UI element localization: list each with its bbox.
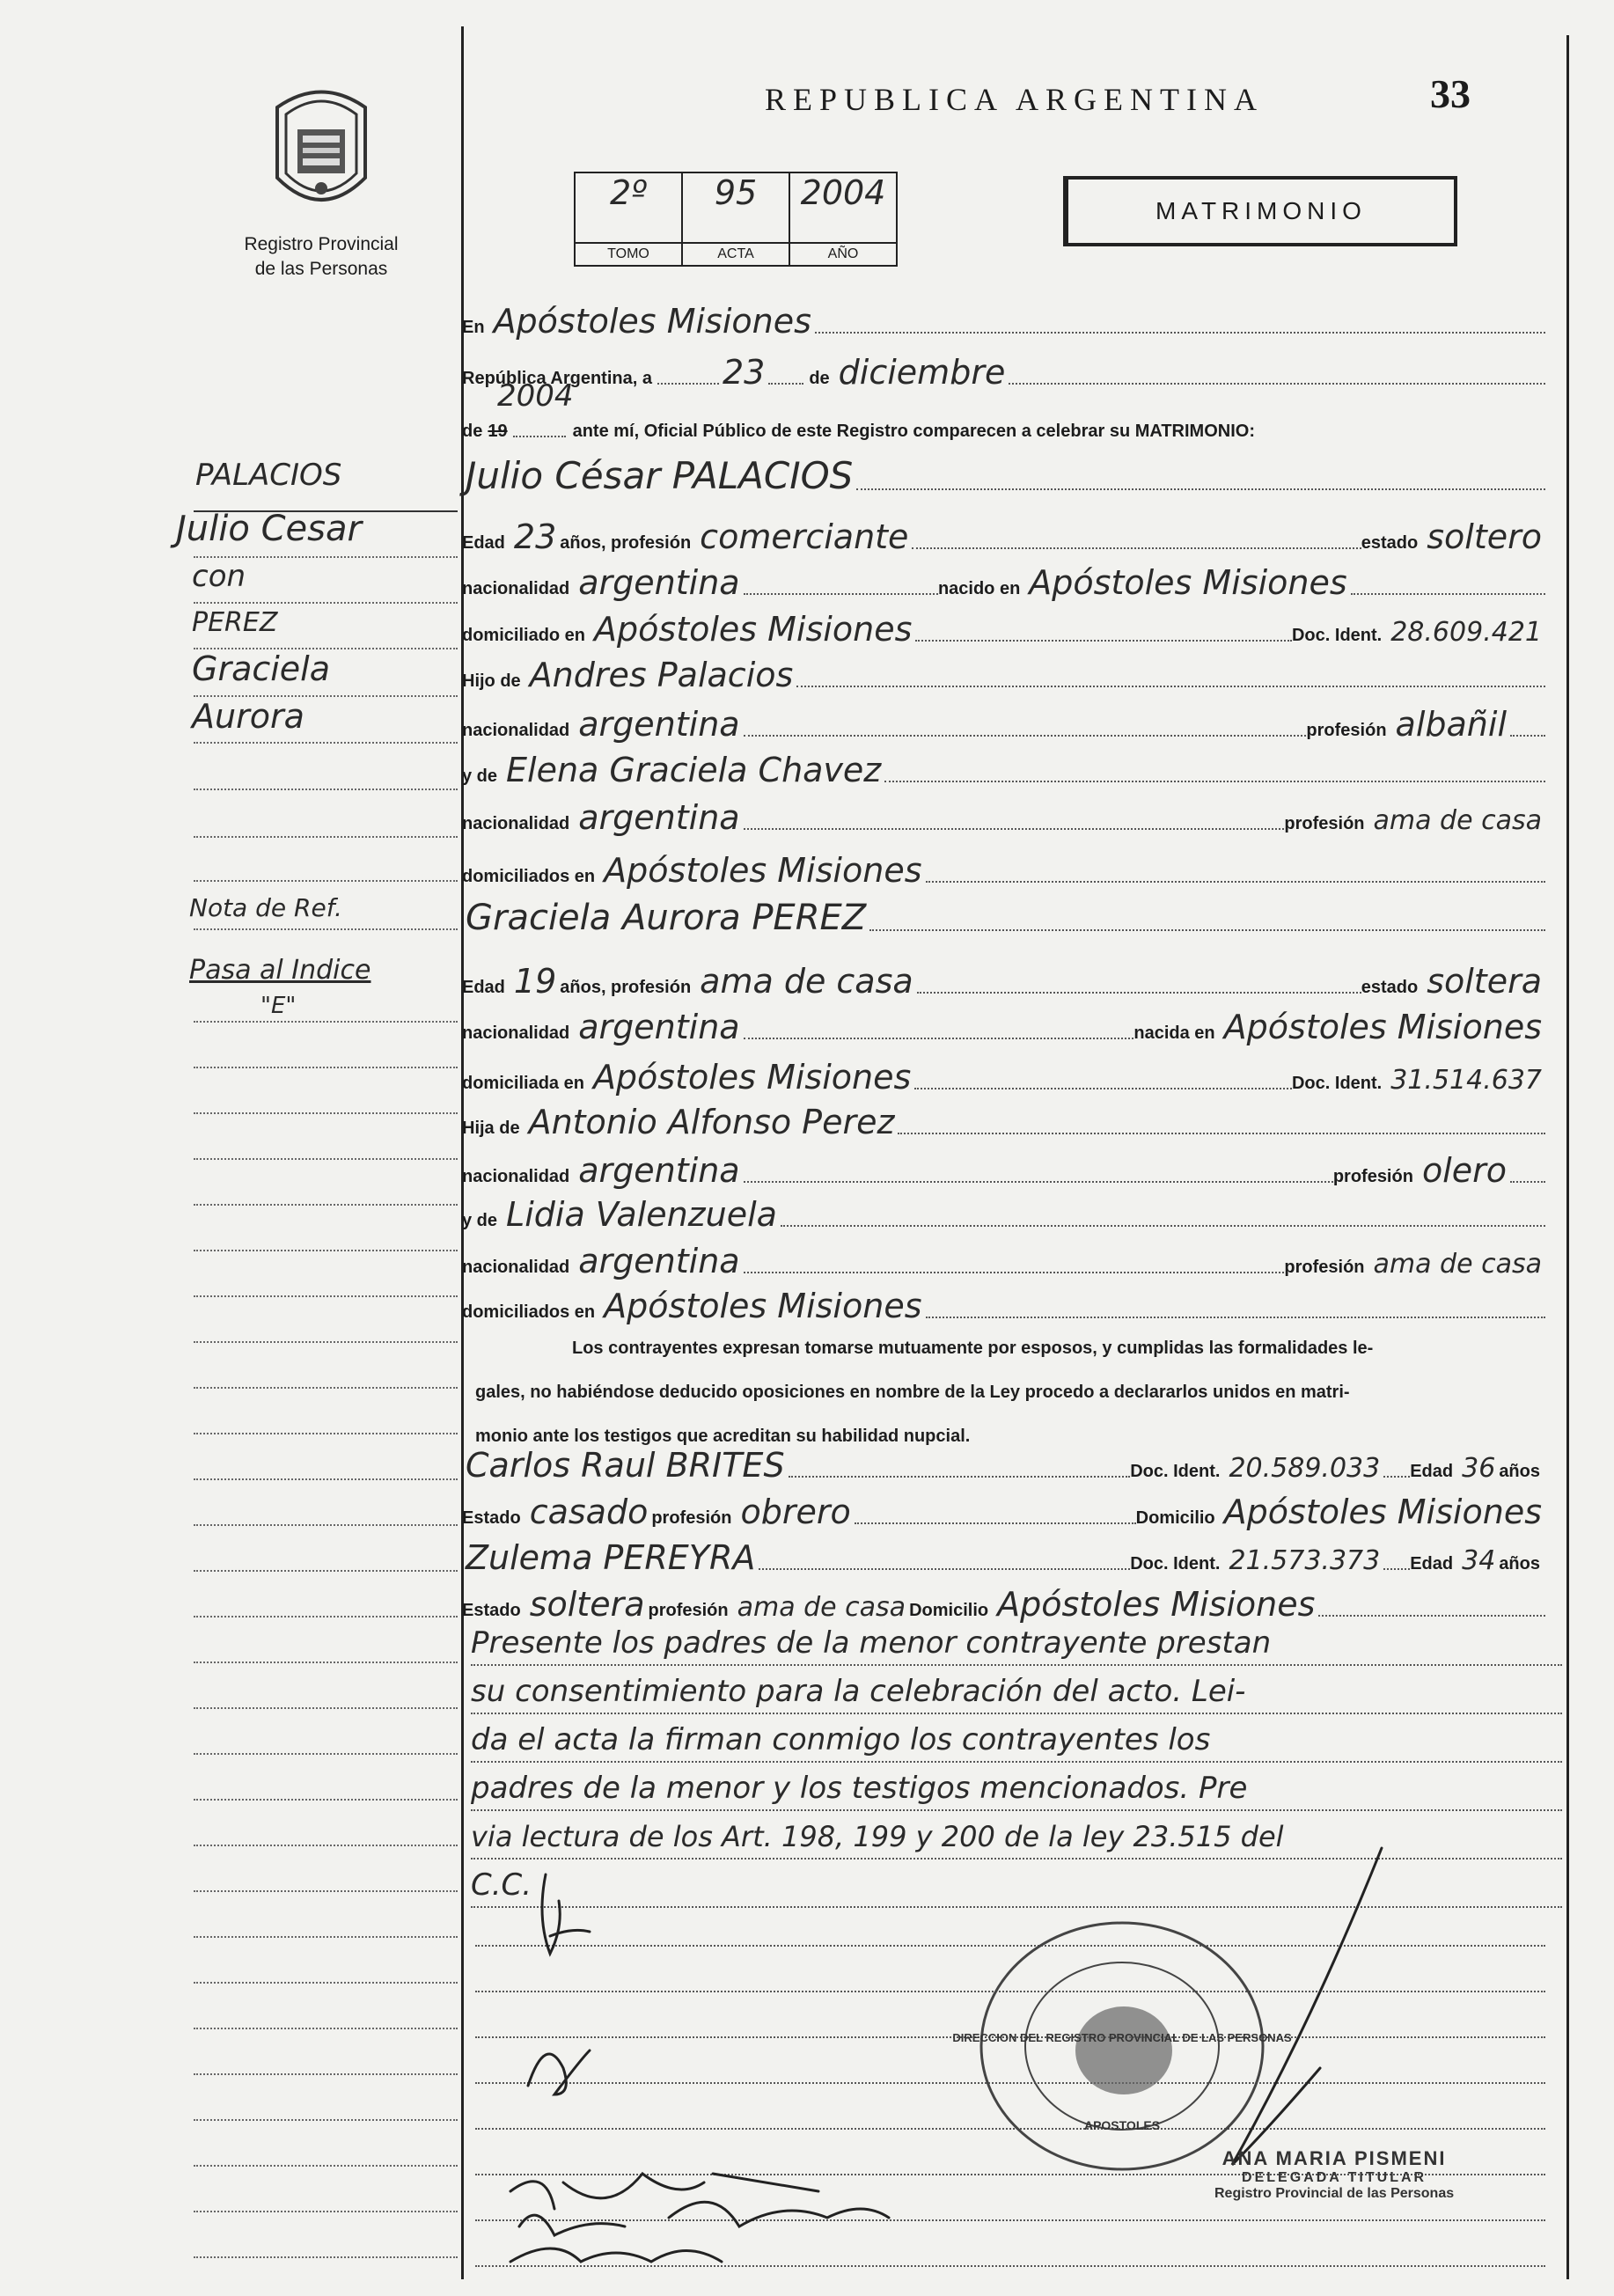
witness1-profession: obrero (740, 1493, 851, 1531)
bride-mother-profession: ama de casa (1373, 1249, 1542, 1280)
acta-value: 95 (714, 173, 758, 212)
bride-mother: Lidia Valenzuela (506, 1195, 777, 1234)
note-line: da el acta la firman conmigo los contrayentes los (471, 1714, 1562, 1763)
witness2-doc: 21.573.373 (1229, 1545, 1381, 1576)
stamp-text: DIRECCION DEL REGISTRO PROVINCIAL DE LAS PERSONAS (952, 2031, 1292, 2044)
signature-bride-mother (519, 2202, 889, 2235)
groom-mother-nationality: argentina (578, 798, 740, 837)
month-value: diciembre (838, 353, 1006, 392)
margin-surname-bride: PEREZ (192, 607, 278, 638)
place-value: Apóstoles Misiones (493, 302, 811, 341)
groom-address: Apóstoles Misiones (594, 610, 913, 649)
declaration-text: Los contrayentes expresan tomarse mutuamente por esposos, y cumplidas las formalidades le- gales, no habiéndose deducido oposiciones en nombre de la Ley procedo a declararlos unidos en matri- monio ante los testigos que acreditan su habilidad nupcial. (475, 1339, 1374, 1446)
line-place: En Apóstoles Misiones (462, 301, 1545, 338)
bride-name: Graciela Aurora PEREZ (466, 898, 867, 938)
tomo-value: 2º (609, 173, 648, 212)
signature-bride-father (510, 2174, 818, 2209)
document-type-box: MATRIMONIO (1063, 176, 1457, 246)
registry-stamp (952, 1914, 1292, 2178)
groom-doc: 28.609.421 (1390, 617, 1542, 648)
tomo-label: TOMO (576, 242, 681, 265)
witness2-name: Zulema PEREYRA (466, 1538, 756, 1577)
margin-note-ref: Nota de Ref. (189, 893, 342, 922)
note-line: su consentimiento para la celebración del acto. Lei- (471, 1666, 1562, 1714)
ante-text: ante mí, Oficial Público de este Registro comparecen a celebrar su MATRIMONIO: (572, 422, 1255, 441)
note-line: padres de la menor y los testigos mencionados. Pre (471, 1763, 1562, 1811)
groom-nationality: argentina (578, 563, 740, 602)
bride-father-profession: olero (1421, 1151, 1507, 1190)
note-line: C.C. (471, 1860, 1562, 1908)
margin-con: con (192, 559, 246, 594)
groom-mother-profession: ama de casa (1373, 805, 1542, 836)
page-number: 33 (1430, 71, 1471, 116)
signature-groom (542, 1874, 590, 1954)
registry-name-line1: Registro Provincial (244, 234, 399, 254)
right-border (1566, 35, 1569, 2279)
province-seal-emblem (264, 81, 378, 222)
signature-bride (528, 2050, 590, 2094)
margin-name-bride-2: Aurora (192, 697, 304, 736)
groom-name: Julio César PALACIOS (466, 454, 854, 497)
stamp-city: APOSTOLES (1083, 2118, 1161, 2132)
certificate-page: Registro Provincial de las Personas REPUBLICA ARGENTINA 33 2º TOMO 95 ACTA 2004 AÑO MATRIMONIO En Apóstoles Misiones República Argentina, a 23 de diciembre 2004 de 19 ante mí, Oficial Público de este Registro comparecen a celebrar su MATRIMONIO: Julio César PALACIOS Edad 23 años, profesión comerciante estado soltero nacionalidad argentina nacido en Apóstoles Misiones domiciliado en Apóstoles Misiones Doc. Ident. 28.609.421 Hijo de Andres Palacios nacionalidad argentina profesión albañil y de Elena Graciela Chavez nacionalidad argentina profesión ama de casa domiciliados en Apóstoles Misiones Graciela Aurora PEREZ Edad 19 años, profesión ama de casa estado soltera nacionalidad argentina nacida en Apóstoles Misiones domiciliada en Apóstoles Misiones Doc. Ident. 31.514.637 Hija de Antonio Alfonso Perez nacionalidad argentina profesión olero y de Lidia Valenzuela nacionalidad argentina profesión ama de casa domiciliados en Apóstoles Misiones Los contrayentes expresan tomarse mutuamente por esposos, y cumplidas las formalidades le- gales, no habiéndose deducido oposiciones en nombre de la Ley procedo a declararlos unidos en matri- monio ante los testigos que acreditan su habilidad nupcial. Carlos Raul BRITES Doc. Ident. 20.589.033 Edad 36 años Estado casado profesión obrero Domicilio Apóstoles Misiones Zulema PEREYRA Doc. Ident. 21.573.373 Edad 34 años Estado soltera profesión ama de casa Domicilio Apóstoles Misiones Presente los padres de la menor contrayente prestan su consentimiento para la celebración del acto. Lei- da el acta la firman conmigo los contrayentes los padres de la menor y los testigos mencionados. Pre via lectura de los Art. 198, 199 y 200 de la ley 23.515 del C.C. DIRECCION DEL REGISTRO PROVINCIAL DE LAS PERSONAS APOSTOLES ANA MARIA PISMENI DELEGADA TITULAR Registro Provincial de las Personas PALACIOS Julio Cesar con PEREZ Graciela Aurora Nota de Ref. Pasa al Indice "E" (0, 0, 1614, 2296)
bride-profession: ama de casa (700, 962, 913, 1001)
margin-surname-groom: PALACIOS (195, 458, 342, 493)
margin-indice-letter: "E" (260, 993, 297, 1019)
bride-nationality: argentina (578, 1008, 740, 1046)
record-box (574, 172, 898, 267)
note-line: Presente los padres de la menor contrayente prestan (471, 1617, 1562, 1666)
signature-witness (510, 2248, 722, 2262)
groom-mother: Elena Graciela Chavez (506, 751, 882, 789)
acta-label: ACTA (683, 242, 789, 265)
bride-address: Apóstoles Misiones (592, 1058, 912, 1097)
groom-age: 23 (513, 517, 557, 556)
groom-status: soltero (1427, 517, 1542, 556)
groom-father-nationality: argentina (578, 705, 740, 744)
day-value: 23 (722, 353, 766, 392)
groom-profession: comerciante (700, 517, 909, 556)
ano-label: AÑO (790, 242, 896, 265)
margin-name-bride: Graciela (192, 649, 331, 688)
bride-father: Antonio Alfonso Perez (528, 1103, 895, 1141)
bride-parents-address: Apóstoles Misiones (604, 1287, 922, 1325)
witness2-age: 34 (1462, 1545, 1496, 1576)
bride-status: soltera (1427, 962, 1542, 1001)
registry-name-line2: de las Personas (254, 259, 388, 279)
ano-value: 2004 (800, 173, 886, 212)
year-value: 2004 (497, 378, 574, 414)
witness2-profession: ama de casa (737, 1592, 906, 1623)
bride-birthplace: Apóstoles Misiones (1223, 1008, 1542, 1046)
official-block (1214, 2147, 1454, 2202)
bride-mother-nationality: argentina (578, 1242, 740, 1280)
witness1-name: Carlos Raul BRITES (466, 1446, 785, 1485)
bride-doc: 31.514.637 (1390, 1065, 1542, 1096)
bride-age: 19 (513, 962, 557, 1001)
bride-father-nationality: argentina (578, 1151, 740, 1190)
groom-father: Andres Palacios (529, 656, 794, 694)
witness1-age: 36 (1462, 1453, 1496, 1484)
year-struck: 19 (488, 422, 508, 441)
line-date: República Argentina, a 23 de diciembre (462, 352, 1545, 389)
groom-father-profession: albañil (1395, 705, 1507, 744)
witness2-status: soltera (529, 1585, 645, 1624)
witness2-address: Apóstoles Misiones (997, 1585, 1316, 1624)
country-title: REPUBLICA ARGENTINA (764, 82, 1265, 117)
official-name: ANA MARIA PISMENI (1222, 2147, 1447, 2169)
witness1-doc: 20.589.033 (1229, 1453, 1381, 1484)
margin-pasa-indice: Pasa al Indice (189, 955, 371, 986)
witness1-address: Apóstoles Misiones (1223, 1493, 1542, 1531)
note-line: via lectura de los Art. 198, 199 y 200 de la ley 23.515 del (471, 1811, 1562, 1860)
official-office: Registro Provincial de las Personas (1214, 2186, 1455, 2201)
witness1-status: casado (529, 1493, 649, 1531)
margin-name-groom: Julio Cesar (176, 509, 362, 549)
groom-birthplace: Apóstoles Misiones (1029, 563, 1347, 602)
groom-parents-address: Apóstoles Misiones (604, 851, 922, 890)
official-title: DELEGADA TITULAR (1242, 2170, 1427, 2185)
